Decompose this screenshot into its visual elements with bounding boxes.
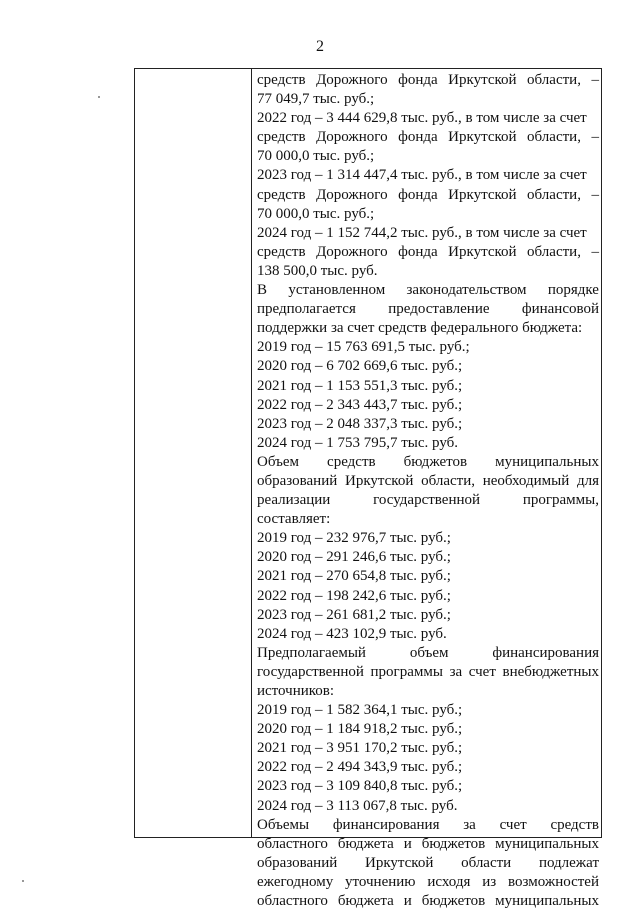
text-line	[257, 472, 599, 491]
text-word: образований	[257, 472, 338, 489]
text-line: 138 500,0 тыс. руб.	[257, 262, 378, 279]
text-line: составляет:	[257, 511, 331, 528]
text-word: В	[257, 282, 268, 299]
text-word: –	[591, 72, 599, 88]
text-word: уточнению	[345, 873, 416, 890]
text-line: 2021 год – 270 654,8 тыс. руб.;	[257, 568, 451, 585]
text-word: Иркутской	[448, 129, 517, 146]
text-word: бюджетов	[421, 835, 486, 852]
text-line: 2021 год – 1 153 551,3 тыс. руб.;	[257, 377, 463, 394]
text-line: поддержки за счет средств федерального бюджета:	[257, 320, 583, 337]
text-word: счет	[499, 816, 527, 833]
text-word: Дорожного	[316, 129, 388, 146]
text-word: области,	[421, 472, 475, 489]
text-word: муниципальных	[495, 453, 599, 470]
text-word: области	[461, 854, 512, 871]
text-word: бюджетов	[403, 453, 468, 470]
text-word: для	[576, 472, 599, 489]
text-word: и	[403, 835, 412, 852]
text-line: 2024 год – 3 113 067,8 тыс. руб.	[257, 797, 458, 814]
text-line	[257, 128, 599, 147]
text-word: Иркутской	[448, 243, 517, 260]
text-line: 70 000,0 тыс. руб.;	[257, 148, 375, 165]
text-word: предоставление	[388, 301, 490, 318]
text-word: Иркутской	[364, 854, 434, 871]
text-word: Предполагаемый	[257, 644, 366, 661]
text-line: 2022 год – 3 444 629,8 тыс. руб., в том числе за счет	[257, 110, 587, 127]
text-line	[257, 243, 599, 262]
text-word: области,	[527, 243, 581, 260]
text-word: средств	[257, 72, 306, 88]
text-line: 70 000,0 тыс. руб.;	[257, 205, 375, 222]
scan-speck	[98, 96, 100, 98]
text-line	[257, 835, 599, 854]
text-line: 2019 год – 232 976,7 тыс. руб.;	[257, 530, 451, 547]
text-line	[257, 491, 599, 510]
text-line	[257, 873, 599, 892]
page-number: 2	[316, 38, 324, 55]
text-line: 2024 год – 1 753 795,7 тыс. руб.	[257, 434, 459, 451]
text-word: внебюджетных	[502, 663, 599, 680]
text-word: области,	[527, 129, 581, 146]
text-line: источников:	[257, 683, 335, 699]
text-word: бюджета	[337, 893, 394, 910]
text-word: государственной	[257, 663, 364, 680]
text-line: 2024 год – 423 102,9 тыс. руб.	[257, 625, 447, 642]
text-line: 2024 год – 1 152 744,2 тыс. руб., в том числе за счет	[257, 224, 587, 241]
text-word: Иркутской	[448, 72, 517, 88]
text-word: за	[463, 816, 476, 833]
table-right-cell	[257, 71, 599, 911]
text-line	[257, 663, 599, 682]
text-line	[257, 71, 599, 90]
text-word: –	[591, 186, 599, 203]
text-word: из	[482, 873, 497, 890]
text-line: 2023 год – 1 314 447,4 тыс. руб., в том числе за счет	[257, 167, 587, 184]
text-line: 2019 год – 15 763 691,5 тыс. руб.;	[257, 339, 470, 356]
text-word: возможностей	[508, 873, 599, 890]
text-word: программы,	[522, 492, 599, 509]
text-word: счет	[468, 663, 496, 680]
text-word: ежегодному	[257, 873, 334, 890]
text-word: программы	[370, 663, 443, 680]
text-word: –	[591, 243, 599, 260]
text-line: 2022 год – 2 343 443,7 тыс. руб.;	[257, 396, 463, 413]
text-word: финансирования	[332, 816, 440, 833]
text-word: законодательством	[406, 282, 527, 299]
text-word: Иркутской	[345, 472, 414, 489]
text-line	[257, 816, 599, 835]
text-word: областного	[257, 893, 328, 910]
text-word: государственной	[373, 492, 481, 509]
text-word: фонда	[398, 186, 438, 203]
text-word: фонда	[398, 129, 438, 146]
text-word: объем	[409, 644, 449, 661]
text-word: области,	[527, 186, 581, 203]
text-word: средств	[550, 816, 599, 833]
text-word: финансовой	[521, 301, 599, 318]
text-line: 2019 год – 1 582 364,1 тыс. руб.;	[257, 702, 463, 719]
text-word: образований	[257, 854, 338, 871]
text-line: 77 049,7 тыс. руб.;	[257, 91, 375, 108]
text-word: областного	[257, 835, 328, 852]
text-word: необходимый	[482, 472, 570, 489]
text-word: Дорожного	[316, 186, 388, 203]
text-word: фонда	[398, 243, 438, 260]
text-line	[257, 854, 599, 873]
text-word: бюджета	[337, 835, 394, 852]
text-line	[257, 453, 599, 472]
text-word: муниципальных	[495, 835, 599, 852]
text-word: исходя	[427, 873, 471, 890]
text-word: финансирования	[492, 644, 599, 661]
text-word: –	[591, 129, 599, 146]
scan-speck	[22, 880, 24, 882]
text-word: средств	[257, 243, 306, 260]
text-line: 2023 год – 3 109 840,8 тыс. руб.;	[257, 778, 463, 795]
text-word: реализации	[257, 492, 331, 509]
text-word: средств	[257, 186, 306, 203]
text-word: муниципальных	[495, 893, 599, 910]
funding-table	[134, 68, 602, 910]
text-word: Объемы	[257, 816, 310, 833]
text-word: за	[449, 663, 463, 680]
text-line	[257, 300, 599, 319]
text-line	[257, 892, 599, 911]
text-word: области,	[527, 72, 581, 88]
table-left-cell	[135, 69, 252, 837]
text-line: 2020 год – 1 184 918,2 тыс. руб.;	[257, 721, 463, 738]
text-line: 2020 год – 291 246,6 тыс. руб.;	[257, 549, 451, 566]
text-line: 2021 год – 3 951 170,2 тыс. руб.;	[257, 740, 463, 757]
text-word: установленном	[288, 282, 386, 299]
text-word: предполагается	[257, 301, 356, 318]
text-word: Иркутской	[448, 186, 517, 203]
text-word: подлежат	[538, 854, 599, 871]
text-line	[257, 281, 599, 300]
text-line	[257, 644, 599, 663]
text-word: бюджетов	[421, 893, 486, 910]
text-line: 2022 год – 198 242,6 тыс. руб.;	[257, 587, 451, 604]
text-word: Дорожного	[316, 243, 388, 260]
text-word: фонда	[398, 72, 438, 88]
text-line	[257, 186, 599, 205]
text-word: средств	[327, 453, 376, 470]
text-word: Объем	[257, 453, 299, 470]
text-word: Дорожного	[316, 72, 388, 88]
text-line: 2023 год – 2 048 337,3 тыс. руб.;	[257, 415, 463, 432]
text-line: 2022 год – 2 494 343,9 тыс. руб.;	[257, 759, 463, 776]
text-word: средств	[257, 129, 306, 146]
text-line: 2023 год – 261 681,2 тыс. руб.;	[257, 606, 451, 623]
text-word: и	[403, 893, 412, 910]
text-line: 2020 год – 6 702 669,6 тыс. руб.;	[257, 358, 463, 375]
text-word: порядке	[547, 282, 599, 299]
